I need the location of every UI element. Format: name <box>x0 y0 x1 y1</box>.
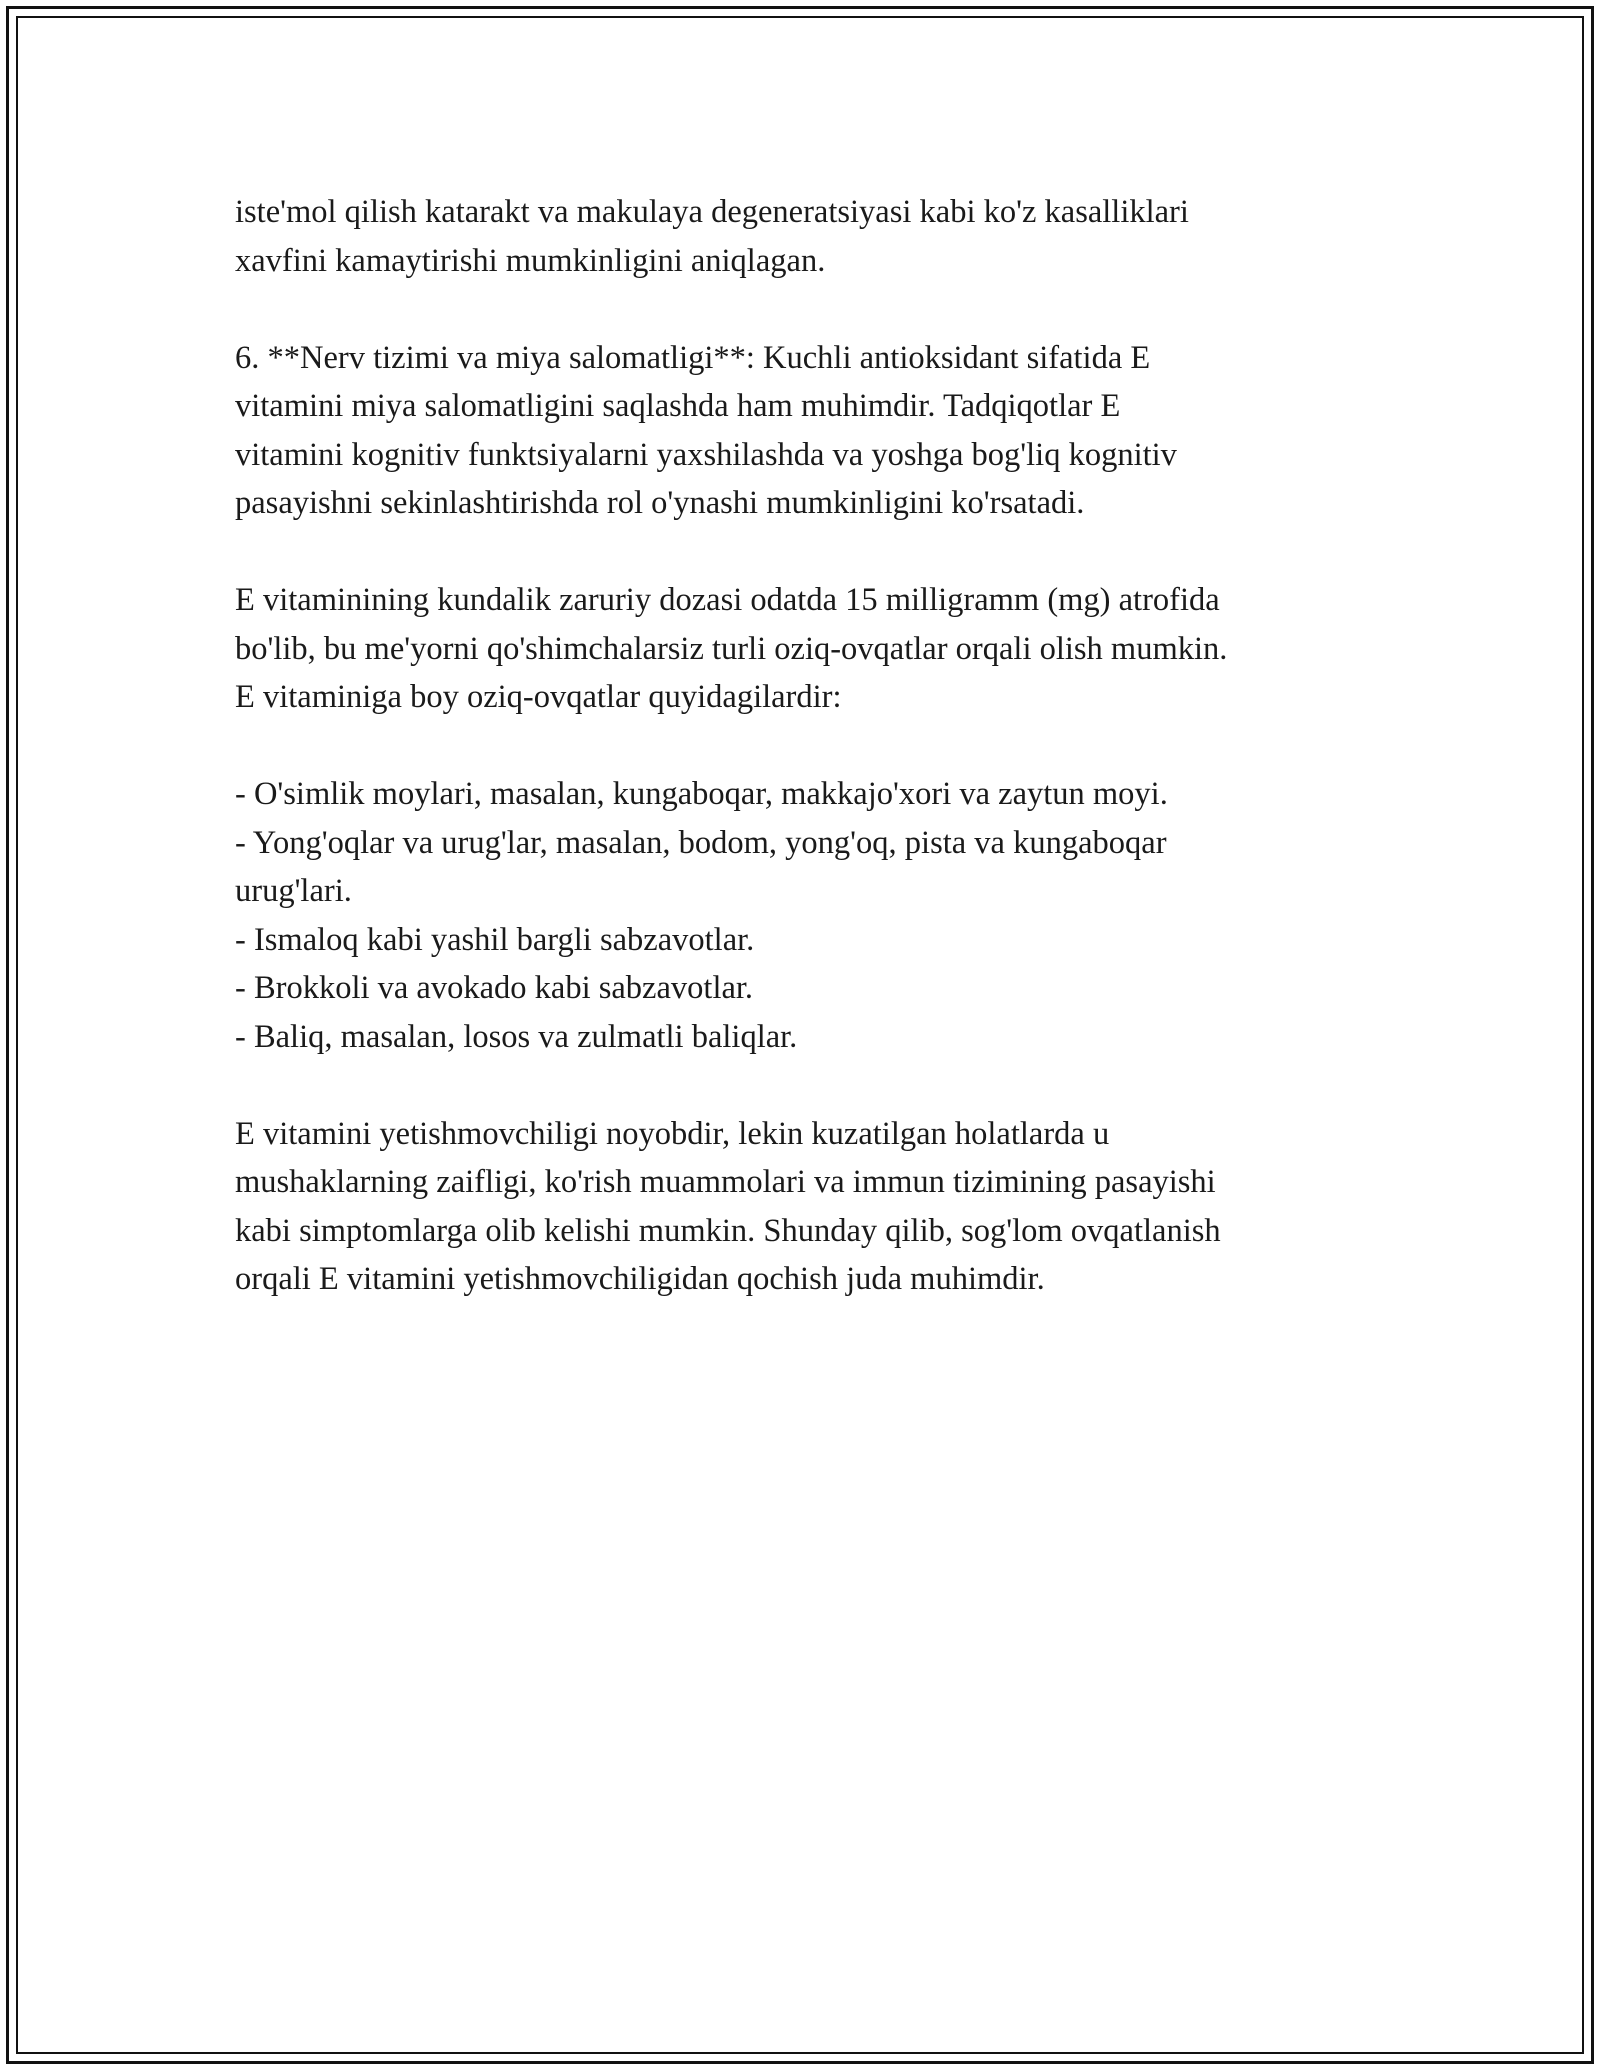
text-line: mushaklarning zaifligi, ko'rish muammolari va immun tizimining pasayishi <box>235 1164 1216 1200</box>
text-line: E vitaminiga boy oziq-ovqatlar quyidagilardir: <box>235 679 842 715</box>
paragraph-nervous-system <box>235 334 1375 528</box>
paragraph-spacer <box>235 528 1375 577</box>
text-line: vitamini miya salomatligini saqlashda ham muhimdir. Tadqiqotlar E <box>235 388 1121 424</box>
paragraph-eye-health-end <box>235 188 1375 285</box>
food-sources-list <box>235 770 1375 1061</box>
text-line: orqali E vitamini yetishmovchiligidan qochish juda muhimdir. <box>235 1261 1045 1297</box>
list-item-continuation: urug'lari. <box>235 873 352 909</box>
text-line: iste'mol qilish katarakt va makulaya degeneratsiyasi kabi ko'z kasalliklari <box>235 194 1189 230</box>
list-item: - Yong'oqlar va urug'lar, masalan, bodom, yong'oq, pista va kungaboqar <box>235 824 1167 861</box>
list-item: - Baliq, masalan, losos va zulmatli baliqlar. <box>235 1018 798 1055</box>
paragraph-spacer <box>235 722 1375 771</box>
text-line: xavfini kamaytirishi mumkinligini aniqlagan. <box>235 242 826 279</box>
text-line: bo'lib, bu me'yorni qo'shimchalarsiz turli oziq-ovqatlar orqali olish mumkin. <box>235 630 1228 667</box>
list-item: - Ismaloq kabi yashil bargli sabzavotlar. <box>235 921 755 958</box>
document-body <box>235 188 1375 1304</box>
text-line: vitamini kognitiv funktsiyalarni yaxshilashda va yoshga bog'liq kognitiv <box>235 436 1177 473</box>
paragraph-spacer <box>235 1061 1375 1110</box>
text-line: kabi simptomlarga olib kelishi mumkin. Shunday qilib, sog'lom ovqatlanish <box>235 1212 1221 1249</box>
text-line: 6. **Nerv tizimi va miya salomatligi**: Kuchli antioksidant sifatida E <box>235 339 1151 376</box>
text-line: pasayishni sekinlashtirishda rol o'ynashi mumkinligini ko'rsatadi. <box>235 485 1085 521</box>
list-item: - O'simlik moylari, masalan, kungaboqar, makkajo'xori va zaytun moyi. <box>235 776 1168 812</box>
paragraph-deficiency <box>235 1110 1375 1304</box>
text-line: E vitamini yetishmovchiligi noyobdir, lekin kuzatilgan holatlarda u <box>235 1115 1110 1152</box>
list-item: - Brokkoli va avokado kabi sabzavotlar. <box>235 970 754 1006</box>
paragraph-spacer <box>235 285 1375 334</box>
paragraph-daily-dose <box>235 576 1375 722</box>
text-line: E vitaminining kundalik zaruriy dozasi odatda 15 milligramm (mg) atrofida <box>235 582 1220 618</box>
